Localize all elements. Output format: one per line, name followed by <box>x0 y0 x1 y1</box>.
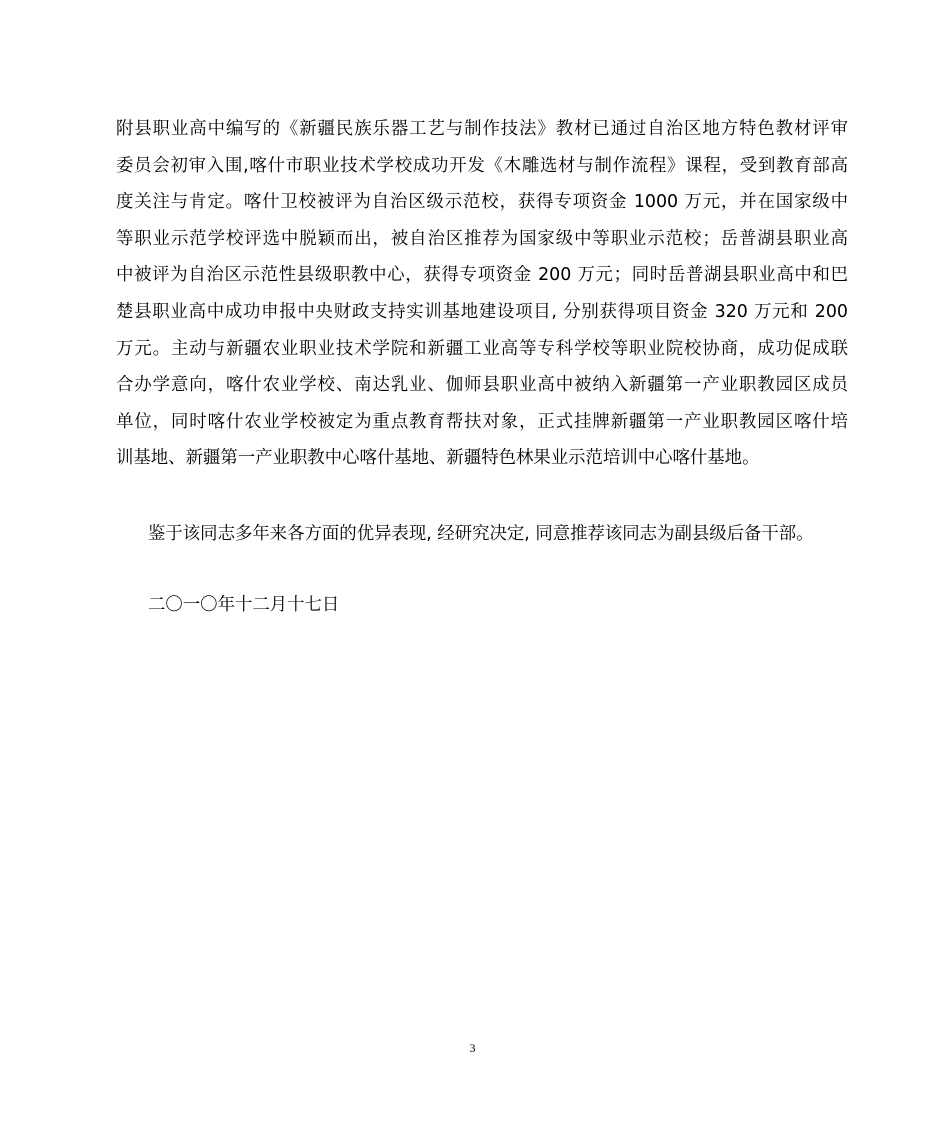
paragraph-line: 附县职业高中编写的《新疆民族乐器工艺与制作技法》教材已通过自治区地方特色教材评审 <box>116 119 848 139</box>
document-date: 二〇一〇年十二月十七日 <box>148 595 340 615</box>
paragraph-line: 楚县职业高中成功申报中央财政支持实训基地建设项目, 分别获得项目资金 320 万元和 200 <box>116 301 848 322</box>
paragraph-line: 训基地、新疆第一产业职教中心喀什基地、新疆特色林果业示范培训中心喀什基地。 <box>116 448 760 469</box>
paragraph-line: 度关注与肯定。喀什卫校被评为自治区级示范校，获得专项资金 1000 万元，并在国家级中 <box>116 192 848 213</box>
paragraph-line: 合办学意向，喀什农业学校、南达乳业、伽师县职业高中被纳入新疆第一产业职教园区成员 <box>116 375 848 396</box>
paragraph-line: 等职业示范学校评选中脱颖而出，被自治区推荐为国家级中等职业示范校；岳普湖县职业高 <box>116 228 848 249</box>
page-number: 3 <box>469 1041 476 1055</box>
recommendation-paragraph: 鉴于该同志多年来各方面的优异表现, 经研究决定, 同意推荐该同志为副县级后备干部。 <box>148 524 814 544</box>
paragraph-line: 委员会初审入围,喀什市职业技术学校成功开发《木雕选材与制作流程》课程，受到教育部高 <box>116 155 848 176</box>
paragraph-line: 中被评为自治区示范性县级职教中心，获得专项资金 200 万元；同时岳普湖县职业高中和巴 <box>116 265 848 286</box>
paragraph-line: 单位，同时喀什农业学校被定为重点教育帮扶对象，正式挂牌新疆第一产业职教园区喀什培 <box>116 411 848 432</box>
body-paragraph <box>116 111 848 477</box>
paragraph-line: 万元。主动与新疆农业职业技术学院和新疆工业高等专科学校等职业院校协商，成功促成联 <box>116 338 848 359</box>
